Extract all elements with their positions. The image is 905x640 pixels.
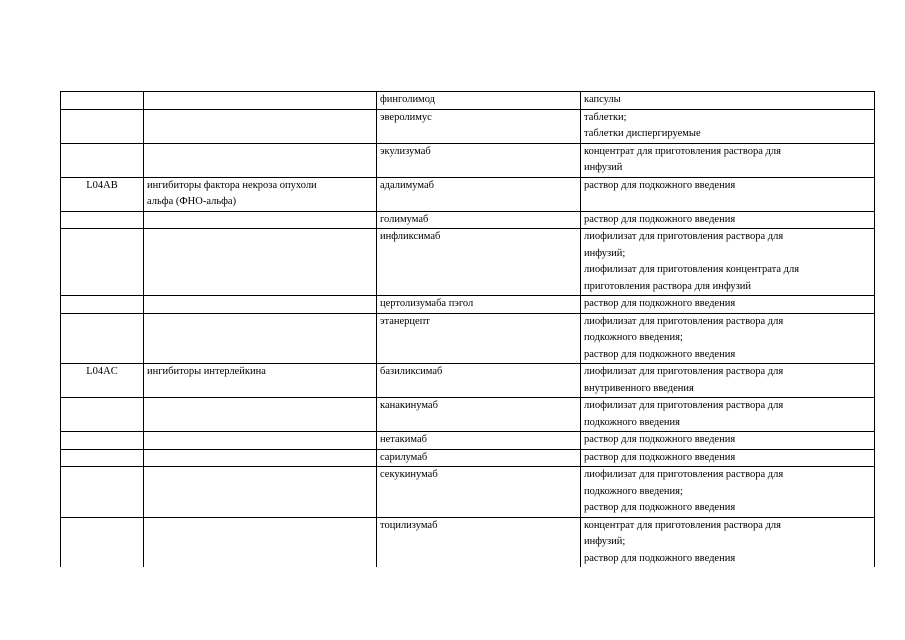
dosage-form-line: лиофилизат для приготовления раствора для [584, 400, 784, 411]
dosage-form-cell [581, 313, 875, 364]
dosage-form-line: лиофилизат для приготовления концентрата для [584, 264, 800, 275]
dosage-form-line: концентрат для приготовления раствора для [584, 145, 781, 157]
drug-table [60, 91, 875, 567]
atc-code-cell: L04AB [61, 177, 144, 211]
dosage-form-cell [581, 296, 875, 314]
group-name-cell [144, 449, 377, 467]
drug-name-cell: эверолимус [377, 109, 581, 143]
dosage-form-line: раствор для подкожного введения [584, 434, 736, 445]
dosage-form-line: таблетки; [584, 111, 627, 123]
dosage-form-line: лиофилизат для приготовления раствора для [584, 469, 784, 480]
dosage-form-cell [581, 229, 875, 296]
atc-code-cell [61, 109, 144, 143]
dosage-form-line: подкожного введения; [584, 485, 683, 497]
table-row [61, 313, 875, 364]
atc-code-cell [61, 296, 144, 314]
dosage-form-line: таблетки диспергируемые [584, 128, 701, 139]
drug-name-cell: финголимод [377, 92, 581, 110]
group-name-cell [144, 177, 377, 211]
group-name-cell [144, 296, 377, 314]
dosage-form-line: лиофилизат для приготовления раствора для [584, 366, 784, 377]
dosage-form-line: раствор для подкожного введения [584, 552, 736, 564]
dosage-form-line: раствор для подкожного введения [584, 213, 736, 225]
group-name-line: ингибиторы фактора некроза опухоли [147, 179, 317, 191]
table-row [61, 364, 875, 398]
atc-code-cell [61, 92, 144, 110]
group-name-line: альфа (ФНО-альфа) [147, 196, 237, 207]
atc-code-cell [61, 313, 144, 364]
group-name-cell [144, 92, 377, 110]
atc-code-cell: L04AC [61, 364, 144, 398]
dosage-form-cell [581, 467, 875, 518]
table-row [61, 296, 875, 314]
group-name-cell [144, 143, 377, 177]
drug-name-cell: канакинумаб [377, 398, 581, 432]
dosage-form-line: раствор для подкожного введения [584, 348, 736, 360]
drug-name-cell: этанерцепт [377, 313, 581, 364]
drug-table-body [61, 92, 875, 568]
dosage-form-line: подкожного введения [584, 416, 680, 428]
drug-name-cell: голимумаб [377, 211, 581, 229]
table-row [61, 211, 875, 229]
drug-name-cell: инфликсимаб [377, 229, 581, 296]
group-name-cell [144, 364, 377, 398]
table-row [61, 432, 875, 450]
dosage-form-line: внутривенного введения [584, 382, 694, 394]
drug-name-cell: цертолизумаба пэгол [377, 296, 581, 314]
table-row [61, 398, 875, 432]
atc-code-cell [61, 467, 144, 518]
table-row [61, 92, 875, 110]
group-name-cell [144, 517, 377, 567]
group-name-cell [144, 109, 377, 143]
atc-code-cell [61, 229, 144, 296]
atc-code-cell [61, 517, 144, 567]
group-name-cell [144, 432, 377, 450]
dosage-form-line: подкожного введения; [584, 332, 683, 343]
atc-code-cell [61, 432, 144, 450]
dosage-form-cell [581, 398, 875, 432]
group-name-cell [144, 467, 377, 518]
group-name-cell [144, 211, 377, 229]
dosage-form-cell [581, 517, 875, 567]
dosage-form-cell [581, 177, 875, 211]
dosage-form-line: капсулы [584, 94, 621, 105]
dosage-form-cell [581, 109, 875, 143]
dosage-form-cell [581, 449, 875, 467]
atc-code-cell [61, 398, 144, 432]
table-row [61, 109, 875, 143]
drug-name-cell: тоцилизумаб [377, 517, 581, 567]
drug-name-cell: базиликсимаб [377, 364, 581, 398]
table-row [61, 517, 875, 567]
group-name-line: ингибиторы интерлейкина [147, 366, 266, 377]
table-row [61, 143, 875, 177]
dosage-form-line: приготовления раствора для инфузий [584, 280, 752, 292]
dosage-form-line: раствор для подкожного введения [584, 298, 736, 309]
atc-code-cell [61, 211, 144, 229]
table-row [61, 467, 875, 518]
dosage-form-line: лиофилизат для приготовления раствора для [584, 315, 784, 327]
drug-name-cell: секукинумаб [377, 467, 581, 518]
table-row [61, 449, 875, 467]
dosage-form-cell [581, 364, 875, 398]
dosage-form-line: лиофилизат для приготовления раствора для [584, 231, 784, 242]
dosage-form-line: концентрат для приготовления раствора для [584, 519, 781, 531]
dosage-form-cell [581, 143, 875, 177]
group-name-cell [144, 313, 377, 364]
drug-name-cell: сарилумаб [377, 449, 581, 467]
atc-code-cell [61, 143, 144, 177]
drug-name-cell: экулизумаб [377, 143, 581, 177]
drug-name-cell: нетакимаб [377, 432, 581, 450]
dosage-form-line: инфузий; [584, 247, 626, 259]
dosage-form-line: раствор для подкожного введения [584, 179, 736, 191]
group-name-cell [144, 229, 377, 296]
dosage-form-cell [581, 211, 875, 229]
drug-name-cell: адалимумаб [377, 177, 581, 211]
table-row [61, 229, 875, 296]
dosage-form-line: инфузий; [584, 536, 626, 547]
atc-code-cell [61, 449, 144, 467]
group-name-cell [144, 398, 377, 432]
table-row [61, 177, 875, 211]
dosage-form-cell [581, 432, 875, 450]
dosage-form-line: раствор для подкожного введения [584, 502, 736, 513]
dosage-form-cell [581, 92, 875, 110]
dosage-form-line: раствор для подкожного введения [584, 451, 736, 463]
dosage-form-line: инфузий [584, 162, 623, 173]
